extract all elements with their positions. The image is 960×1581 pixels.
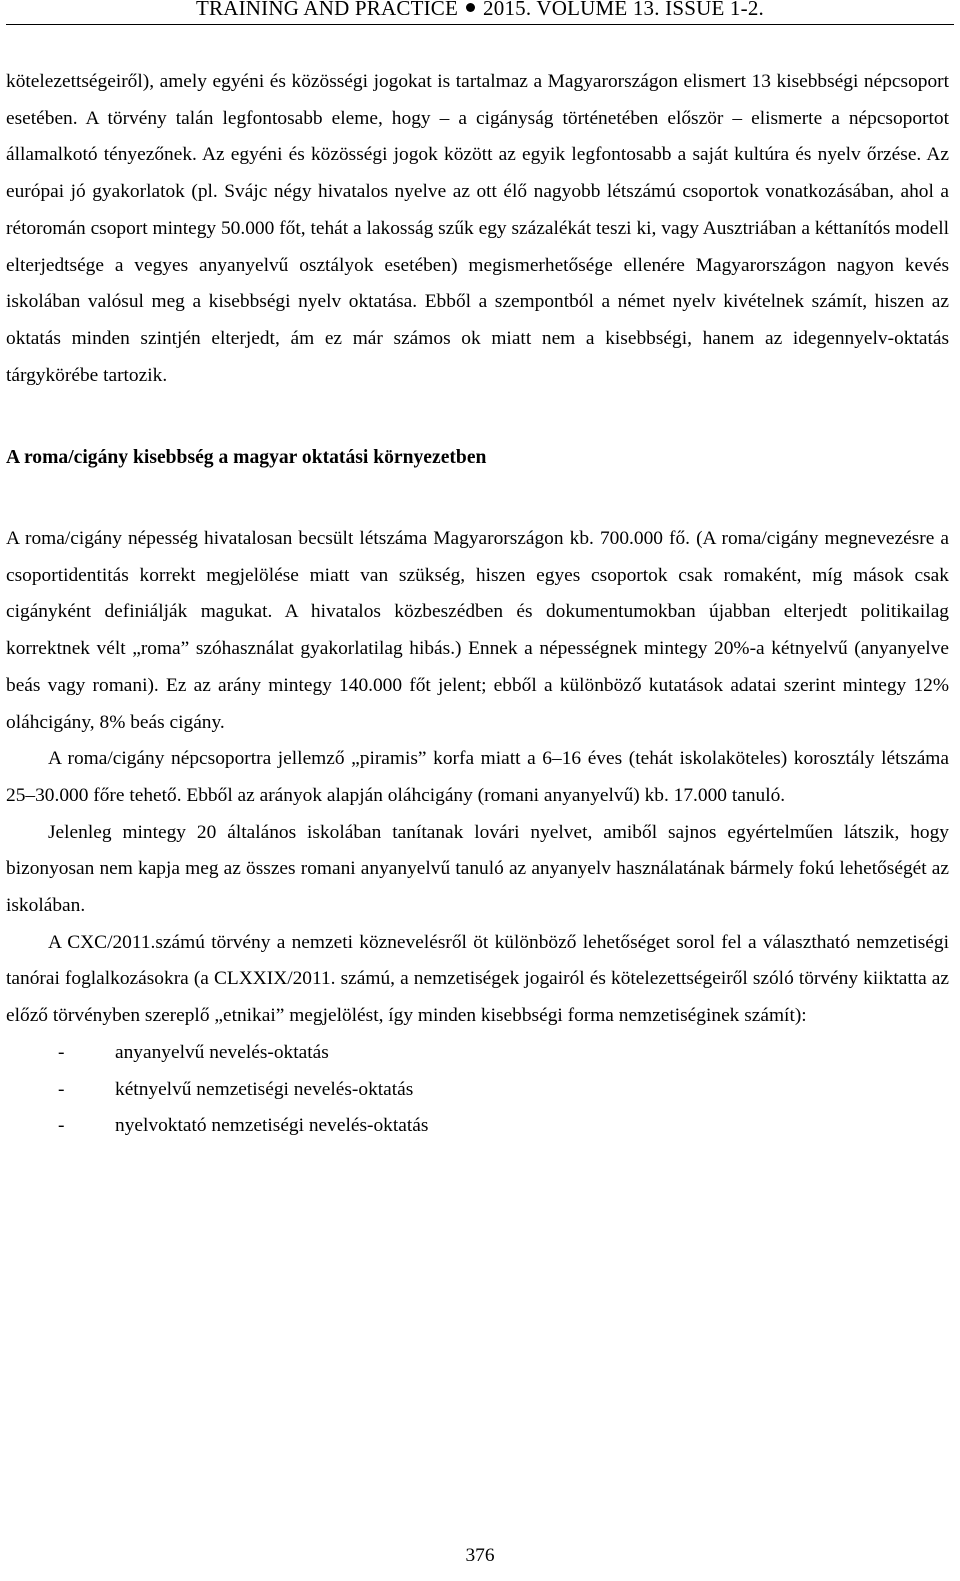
education-forms-list: [6, 1035, 949, 1145]
paragraph-5: A CXC/2011.számú törvény a nemzeti köznevelésről öt különböző lehetőséget sorol fel a választható nemzetiségi tanórai foglalkozásokra (a CLXXIX/2011. számú, a nemzetiségek jogairól és kötelezettségeiről szóló törvény kiiktatta az előző törvényben szereplő „etnikai” megjelölést, így minden kisebbségi forma nemzetiséginek számít):: [6, 931, 949, 1027]
paragraph-2: A roma/cigány népesség hivatalosan becsült létszáma Magyarországon kb. 700.000 fő. (A roma/cigány megnevezésre a csoportidentitás korrekt megjelölése miatt van szükség, hiszen egyes csoportok csak romaként, míg mások csak cigányként definiálják magukat. A hivatalos közbeszédben és dokumentumokban újabban elterjedt politikailag korrektnek vélt „roma” szóhasználat gyakorlatilag hibás.) Ennek a népességnek mintegy 20%-a kétnyelvű (anyanyelve beás vagy romani). Ez az arány mintegy 140.000 főt jelent; ebből a különböző kutatások adatai szerint mintegy 12% oláhcigány, 8% beás cigány.: [6, 528, 949, 733]
list-item-text: anyanyelvű nevelés-oktatás: [115, 1041, 329, 1063]
list-marker: -: [58, 1041, 65, 1063]
list-item: [6, 1108, 949, 1145]
paragraph-3: A roma/cigány népcsoportra jellemző „piramis” korfa miatt a 6–16 éves (tehát iskolaköteles) korosztály létszáma 25–30.000 főre tehető. Ebből az arányok alapján oláhcigány (romani anyanyelvű) kb. 17.000 tanuló.: [6, 748, 949, 806]
journal-name: TRAINING AND PRACTICE: [196, 0, 459, 20]
list-item-text: nyelvoktató nemzetiségi nevelés-oktatás: [115, 1115, 429, 1137]
paragraph-1: kötelezettségeiről), amely egyéni és közösségi jogokat is tartalmaz a Magyarországon elismert 13 kisebbségi népcsoport esetében. A törvény talán legfontosabb eleme, hogy – a cigányság történetében először – elismerte a népcsoportot államalkotó tényezőnek. Az egyéni és közösségi jogok között az egyik legfontosabb a saját kultúra és nyelv őrzése. Az európai jó gyakorlatok (pl. Svájc négy hivatalos nyelve az ott élő nagyobb létszámú csoportok vonatkozásában, ahol a rétoromán csoport mintegy 50.000 főt, tehát a lakosság szűk egy százalékát teszi ki, vagy Ausztriában a kéttanítós modell elterjedtsége a vegyes anyanyelvű osztályok esetében) megismerhetősége ellenére Magyarországon nagyon kevés iskolában valósul meg a kisebbségi nyelv oktatása. Ebből a szempontból a német nyelv kivételnek számít, hiszen az oktatás minden szintjén elterjedt, ám ez már számos ok miatt nem a kisebbségi, hanem az idegennyelv-oktatás tárgykörébe tartozik.: [6, 71, 949, 386]
list-item: [6, 1072, 949, 1109]
list-item: [6, 1035, 949, 1072]
header-divider: [6, 24, 954, 25]
bullet-dot-icon: [466, 3, 475, 12]
list-marker: -: [58, 1078, 65, 1100]
list-marker: -: [58, 1115, 65, 1137]
page-number: 376: [465, 1545, 495, 1566]
paragraph-4: Jelenleg mintegy 20 általános iskolában tanítanak lovári nyelvet, amiből sajnos egyértelműen látszik, hogy bizonyosan nem kapja meg az összes romani anyanyelvű tanuló az anyanyelv használatának bármely fokú lehetőségét az iskolában.: [6, 821, 949, 917]
list-item-text: kétnyelvű nemzetiségi nevelés-oktatás: [115, 1078, 414, 1100]
section-heading: A roma/cigány kisebbség a magyar oktatási környezetben: [6, 447, 487, 469]
running-header: [0, 0, 960, 22]
article-body: [6, 64, 949, 1145]
journal-volume: 2015. VOLUME 13. ISSUE 1-2.: [483, 0, 764, 20]
